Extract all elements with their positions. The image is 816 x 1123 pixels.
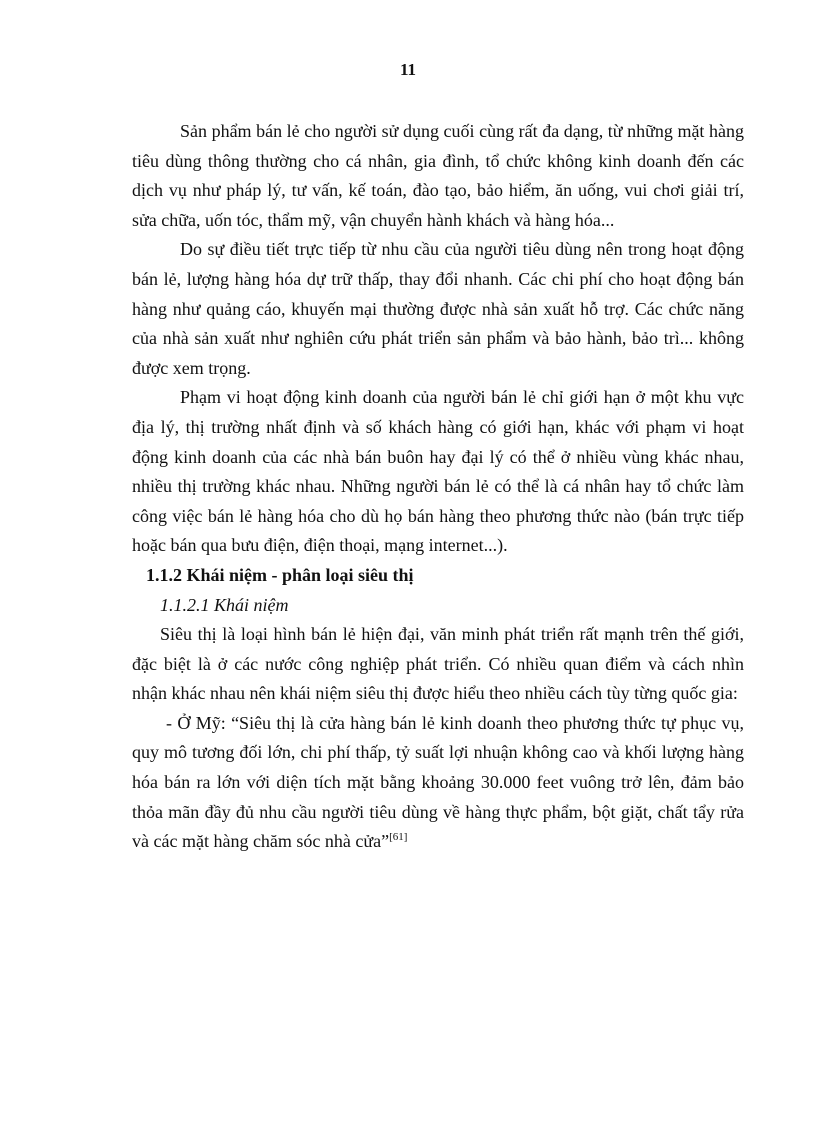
paragraph-supermarket-definition: Siêu thị là loại hình bán lẻ hiện đại, văn minh phát triển rất mạnh trên thế giới, đặc biệt là ở các nước công nghiệp phát triển. Có nhiều quan điểm và cách nhìn nhận khác nhau nên khái niệm siêu thị được hiểu theo nhiều cách tùy từng quốc gia: bbox=[132, 624, 744, 704]
citation-reference: [61] bbox=[389, 831, 408, 844]
paragraph-retail-products: Sản phẩm bán lẻ cho người sử dụng cuối cùng rất đa dạng, từ những mặt hàng tiêu dùng thông thường cho cá nhân, gia đình, tổ chức không kinh doanh đến các dịch vụ như pháp lý, tư vấn, kế toán, đào tạo, bảo hiểm, ăn uống, vui chơi giải trí, sửa chữa, uốn tóc, thẩm mỹ, vận chuyển hành khách và hàng hóa... bbox=[132, 121, 744, 230]
paragraph-us-definition bbox=[132, 709, 744, 857]
us-definition-text: - Ở Mỹ: “Siêu thị là cửa hàng bán lẻ kinh doanh theo phương thức tự phục vụ, quy mô tương đối lớn, chi phí thấp, tỷ suất lợi nhuận không cao và khối lượng hàng hóa bán ra lớn với diện tích mặt bằng khoảng 30.000 feet vuông trở lên, đảm bảo thỏa mãn đầy đủ nhu cầu người tiêu dùng về hàng thực phẩm, bột giặt, chất tẩy rửa và các mặt hàng chăm sóc nhà cửa” bbox=[132, 712, 744, 852]
paragraph-retail-inventory: Do sự điều tiết trực tiếp từ nhu cầu của người tiêu dùng nên trong hoạt động bán lẻ, lượng hàng hóa dự trữ thấp, thay đổi nhanh. Các chi phí cho hoạt động bán hàng như quảng cáo, khuyến mại thường được nhà sản xuất hỗ trợ. Các chức năng của nhà sản xuất như nghiên cứu phát triển sản phẩm và bảo hành, bảo trì... không được xem trọng. bbox=[132, 239, 744, 378]
paragraph-retail-scope: Phạm vi hoạt động kinh doanh của người bán lẻ chỉ giới hạn ở một khu vực địa lý, thị trường nhất định và số khách hàng có giới hạn, khác với phạm vi hoạt động kinh doanh của các nhà bán buôn hay đại lý có thể ở nhiều vùng khác nhau, nhiều thị trường khác nhau. Những người bán lẻ có thể là cá nhân hay tổ chức làm công việc bán lẻ hàng hóa cho dù họ bán hàng theo phương thức nào (bán trực tiếp hoặc bán qua bưu điện, điện thoại, mạng internet...). bbox=[132, 387, 744, 556]
page-body bbox=[132, 117, 744, 857]
section-heading: 1.1.2 Khái niệm - phân loại siêu thị bbox=[146, 564, 414, 585]
subsection-heading: 1.1.2.1 Khái niệm bbox=[160, 594, 289, 615]
page-number: 11 bbox=[399, 60, 417, 79]
